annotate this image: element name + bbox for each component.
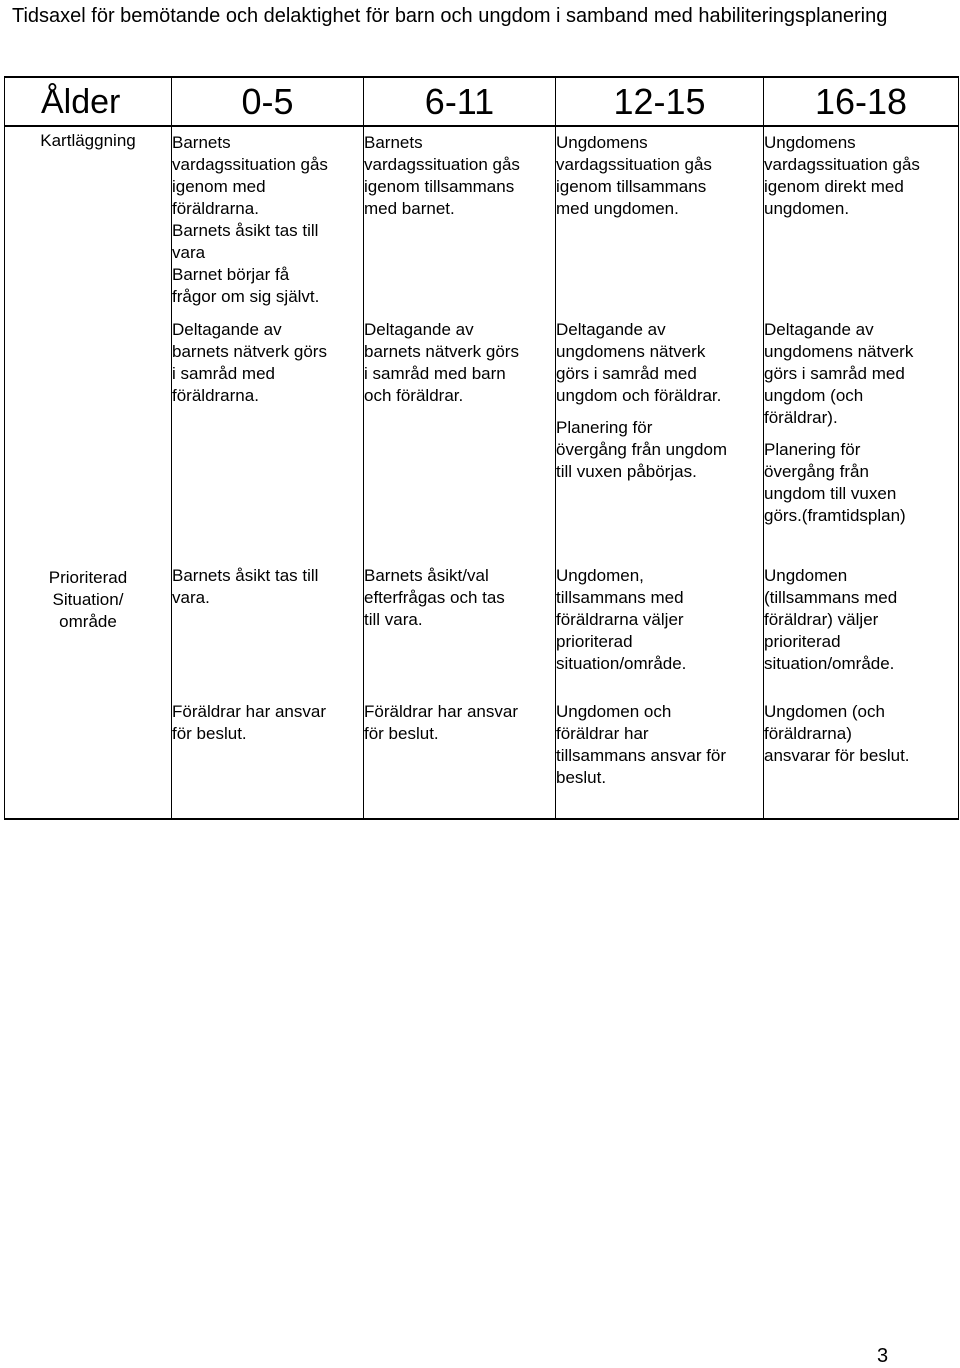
row-label-empty xyxy=(5,319,172,565)
prioriterad-cell-12-15: Ungdomen, tillsammans med föräldrarna väljer prioriterad situation/område. xyxy=(556,565,764,701)
kartlaggning-cell-6-11: Barnets vardagssituation gås igenom tillsammans med barnet. xyxy=(364,126,556,319)
row-label-kartlaggning: Kartläggning xyxy=(5,126,172,319)
prioriterad-cell-6-11: Barnets åsikt/val efterfrågas och tas till vara. xyxy=(364,565,556,701)
kartlaggning-row-1 xyxy=(5,126,959,319)
ansvar-cell-6-11: Föräldrar har ansvar för beslut. xyxy=(364,701,556,819)
kartlaggning-row-2 xyxy=(5,319,959,565)
ansvar-cell-16-18: Ungdomen (och föräldrarna) ansvarar för beslut. xyxy=(764,701,959,819)
header-age-0-5: 0-5 xyxy=(172,77,364,126)
prioriterad-row-2 xyxy=(5,701,959,819)
timeline-table xyxy=(4,76,959,820)
document-title: Tidsaxel för bemötande och delaktighet för barn och ungdom i samband med habiliteringsplanering xyxy=(12,5,888,27)
header-row xyxy=(5,77,959,126)
prioriterad-row-1 xyxy=(5,565,959,701)
planering-text-16-18: Planering för övergång från ungdom till vuxen görs.(framtidsplan) xyxy=(764,440,906,525)
header-age-6-11: 6-11 xyxy=(364,77,556,126)
page-number: 3 xyxy=(877,1345,889,1367)
header-age-16-18: 16-18 xyxy=(764,77,959,126)
header-age-12-15: 12-15 xyxy=(556,77,764,126)
ansvar-cell-0-5: Föräldrar har ansvar för beslut. xyxy=(172,701,364,819)
kartlaggning-cell-0-5: Barnets vardagssituation gås igenom med föräldrarna. Barnets åsikt tas till vara Barnet börjar få frågor om sig självt. xyxy=(172,126,364,319)
natverk-text-12-15: Deltagande av ungdomens nätverk görs i samråd med ungdom och föräldrar. xyxy=(556,320,722,405)
prioriterad-cell-0-5: Barnets åsikt tas till vara. xyxy=(172,565,364,701)
ansvar-cell-12-15: Ungdomen och föräldrar har tillsammans ansvar för beslut. xyxy=(556,701,764,819)
row-label-empty-2 xyxy=(5,701,172,819)
kartlaggning-cell-12-15: Ungdomens vardagssituation gås igenom tillsammans med ungdomen. xyxy=(556,126,764,319)
row-label-prioriterad: Prioriterad Situation/ område xyxy=(5,565,172,701)
kartlaggning-cell-16-18: Ungdomens vardagssituation gås igenom direkt med ungdomen. xyxy=(764,126,959,319)
planering-text-12-15: Planering för övergång från ungdom till vuxen påbörjas. xyxy=(556,418,728,481)
header-age-label: Ålder xyxy=(5,77,172,126)
natverk-cell-12-15 xyxy=(556,319,764,565)
natverk-cell-16-18 xyxy=(764,319,959,565)
prioriterad-cell-16-18: Ungdomen (tillsammans med föräldrar) väljer prioriterad situation/område. xyxy=(764,565,959,701)
natverk-cell-0-5: Deltagande av barnets nätverk görs i samråd med föräldrarna. xyxy=(172,319,364,565)
natverk-cell-6-11: Deltagande av barnets nätverk görs i samråd med barn och föräldrar. xyxy=(364,319,556,565)
natverk-text-16-18: Deltagande av ungdomens nätverk görs i samråd med ungdom (och föräldrar). xyxy=(764,320,914,427)
